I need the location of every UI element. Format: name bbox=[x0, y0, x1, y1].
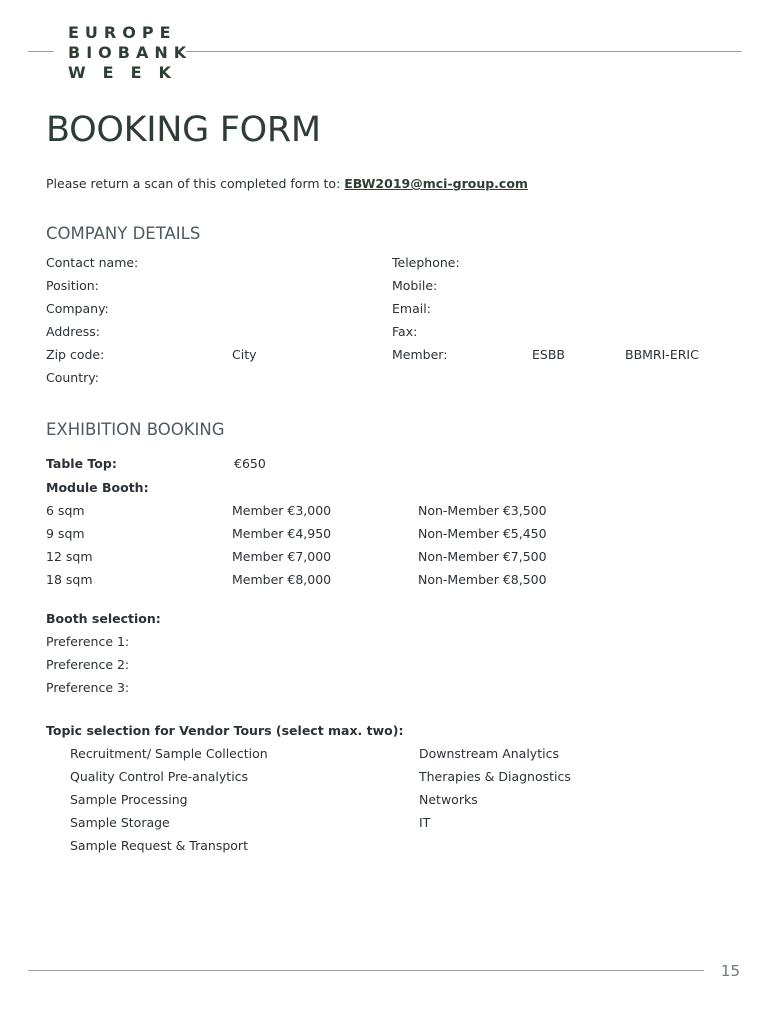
booth-18-non-member-option[interactable]: Non-Member €8,500 bbox=[418, 572, 547, 587]
topic-downstream-analytics[interactable]: Downstream Analytics bbox=[419, 746, 559, 761]
zip-code-field[interactable]: Zip code: bbox=[46, 347, 105, 362]
page-title: BOOKING FORM bbox=[46, 110, 321, 150]
mobile-field[interactable]: Mobile: bbox=[392, 278, 438, 293]
booth-size-18: 18 sqm bbox=[46, 572, 93, 587]
topic-therapies-diagnostics[interactable]: Therapies & Diagnostics bbox=[419, 769, 571, 784]
member-option-bbmri-eric[interactable]: BBMRI-ERIC bbox=[625, 347, 699, 362]
intro-label: Please return a scan of this completed form to: bbox=[46, 176, 345, 191]
intro-text bbox=[46, 176, 528, 191]
telephone-field[interactable]: Telephone: bbox=[392, 255, 460, 270]
country-field[interactable]: Country: bbox=[46, 370, 99, 385]
booth-6-member-option[interactable]: Member €3,000 bbox=[232, 503, 332, 518]
table-top-label: Table Top: bbox=[46, 456, 117, 471]
email-field[interactable]: Email: bbox=[392, 301, 431, 316]
position-field[interactable]: Position: bbox=[46, 278, 99, 293]
preference-3-field[interactable]: Preference 3: bbox=[46, 680, 130, 695]
preference-1-field[interactable]: Preference 1: bbox=[46, 634, 130, 649]
topic-quality-control[interactable]: Quality Control Pre-analytics bbox=[70, 769, 249, 784]
footer-rule bbox=[28, 970, 704, 971]
address-field[interactable]: Address: bbox=[46, 324, 100, 339]
booth-12-non-member-option[interactable]: Non-Member €7,500 bbox=[418, 549, 547, 564]
booth-6-non-member-option[interactable]: Non-Member €3,500 bbox=[418, 503, 547, 518]
booth-18-member-option[interactable]: Member €8,000 bbox=[232, 572, 332, 587]
logo-line-2: BIOBANK bbox=[68, 43, 193, 62]
booth-size-6: 6 sqm bbox=[46, 503, 85, 518]
booth-9-non-member-option[interactable]: Non-Member €5,450 bbox=[418, 526, 547, 541]
booth-9-member-option[interactable]: Member €4,950 bbox=[232, 526, 332, 541]
exhibition-booking-heading: EXHIBITION BOOKING bbox=[46, 420, 225, 439]
topic-it[interactable]: IT bbox=[419, 815, 431, 830]
logo-line-1: EUROPE bbox=[68, 23, 177, 42]
topic-networks[interactable]: Networks bbox=[419, 792, 478, 807]
city-field[interactable]: City bbox=[232, 347, 257, 362]
company-field[interactable]: Company: bbox=[46, 301, 109, 316]
booth-size-12: 12 sqm bbox=[46, 549, 93, 564]
module-booth-label: Module Booth: bbox=[46, 480, 149, 495]
topic-sample-storage[interactable]: Sample Storage bbox=[70, 815, 170, 830]
topic-sample-processing[interactable]: Sample Processing bbox=[70, 792, 188, 807]
page-number: 15 bbox=[720, 962, 740, 980]
member-label: Member: bbox=[392, 347, 448, 362]
booth-selection-label: Booth selection: bbox=[46, 611, 161, 626]
table-top-price[interactable]: €650 bbox=[234, 456, 266, 471]
contact-name-field[interactable]: Contact name: bbox=[46, 255, 139, 270]
topic-recruitment-sample-collection[interactable]: Recruitment/ Sample Collection bbox=[70, 746, 268, 761]
preference-2-field[interactable]: Preference 2: bbox=[46, 657, 130, 672]
topic-sample-request-transport[interactable]: Sample Request & Transport bbox=[70, 838, 248, 853]
member-option-esbb[interactable]: ESBB bbox=[532, 347, 565, 362]
contact-email-link[interactable]: EBW2019@mci-group.com bbox=[344, 176, 528, 191]
fax-field[interactable]: Fax: bbox=[392, 324, 418, 339]
company-details-heading: COMPANY DETAILS bbox=[46, 224, 201, 243]
booth-size-9: 9 sqm bbox=[46, 526, 85, 541]
logo-right-rule bbox=[186, 51, 742, 52]
topics-label: Topic selection for Vendor Tours (select max. two): bbox=[46, 723, 404, 738]
logo-left-rule bbox=[28, 51, 54, 52]
logo-line-3: WEEK bbox=[68, 63, 188, 82]
booth-12-member-option[interactable]: Member €7,000 bbox=[232, 549, 332, 564]
